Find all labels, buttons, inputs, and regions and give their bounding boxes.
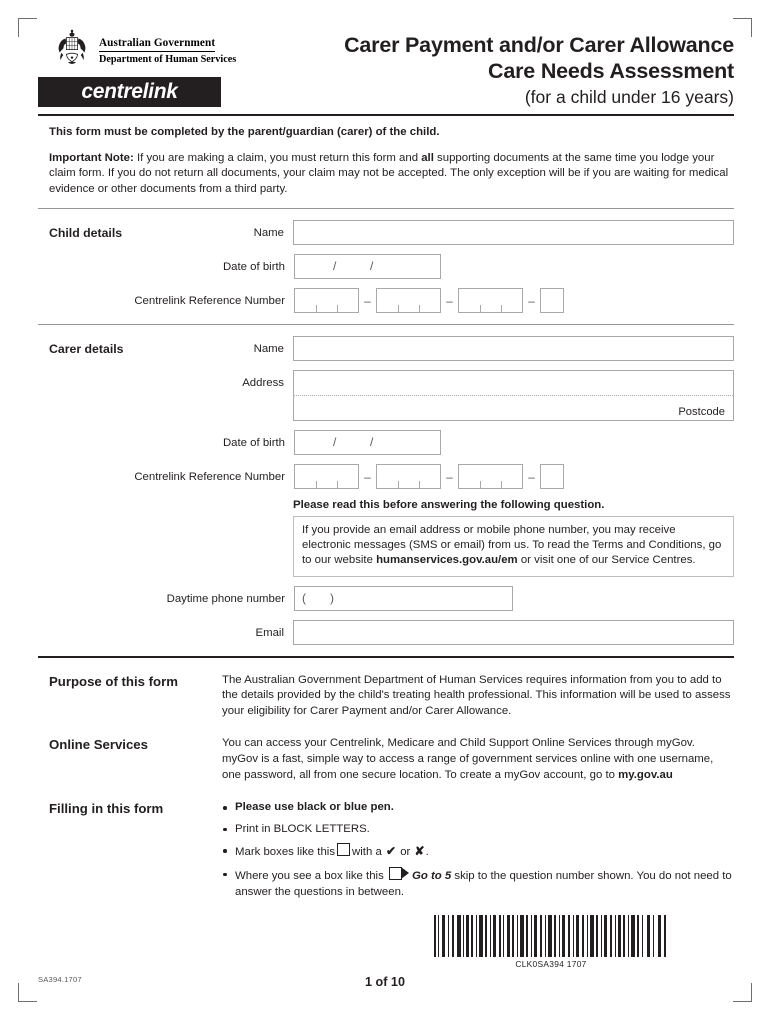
- goto-reference-label: Go to 5: [411, 869, 452, 882]
- form-code: SA394.1707: [38, 975, 82, 984]
- important-note-label: Important Note:: [49, 151, 134, 164]
- carer-dob-label: Date of birth: [222, 437, 285, 449]
- crn-segment-2[interactable]: [376, 288, 441, 313]
- form-title: [264, 32, 734, 109]
- note-text-2: supporting documents at the same time you lodge your claim form. If you do not return all documents, your claim may not be accepted. The only exception will be if you are waiting for medical evidence or other documents from a third party.: [49, 151, 729, 195]
- crn-segment-1[interactable]: [294, 288, 359, 313]
- notice-text: [302, 523, 725, 569]
- carer-crn-label: Centrelink Reference Number: [134, 471, 285, 483]
- barcode-icon: [432, 915, 670, 957]
- carer-dob-input[interactable]: [294, 430, 441, 455]
- note-text-1: If you are making a claim, you must return this form and: [133, 151, 422, 164]
- carer-phone-input[interactable]: [294, 586, 513, 611]
- crop-mark-top-left: [18, 18, 37, 37]
- online-services-text: You can access your Centrelink, Medicare and Child Support Online Services through myGov. myGov is a fast, simple way to access a range of government services online with one username, one password, all from one secure location. To create a myGov account, go to: [222, 737, 714, 781]
- phone-paren-close: ): [330, 590, 334, 605]
- mygov-link: my.gov.au: [618, 768, 673, 781]
- carer-name-label: Name: [253, 343, 284, 355]
- intro-important-note: [49, 151, 734, 198]
- carer-crn-input-group[interactable]: [294, 464, 734, 489]
- checkbox-example-icon: [337, 843, 350, 856]
- child-details-heading: Child details: [49, 226, 123, 240]
- child-name-input[interactable]: [293, 220, 734, 245]
- carer-address-input[interactable]: [293, 370, 734, 421]
- carer-phone-label: Daytime phone number: [166, 592, 285, 605]
- form-title-line-2: Care Needs Assessment: [488, 59, 734, 83]
- form-page: [38, 28, 734, 900]
- gov-line-1: Australian Government: [99, 37, 215, 52]
- instruction-block-letters: Print in BLOCK LETTERS.: [222, 822, 734, 838]
- filling-in-heading: Filling in this form: [49, 801, 164, 817]
- purpose-block: [38, 673, 734, 720]
- filling-in-block: [38, 800, 734, 900]
- form-title-line-1: Carer Payment and/or Carer Allowance: [344, 33, 734, 57]
- goto-text-1: Where you see a box like this: [235, 869, 384, 882]
- postcode-label: Postcode: [678, 406, 725, 418]
- crn-dash-1: –: [364, 469, 371, 484]
- crn-segment-1[interactable]: [294, 464, 359, 489]
- centrelink-logo: [38, 77, 221, 107]
- mark-boxes-text-2: with a: [352, 846, 382, 859]
- carer-email-label: Email: [255, 626, 284, 639]
- child-crn-input-group[interactable]: [294, 288, 734, 313]
- date-slash-2: /: [370, 259, 374, 273]
- purpose-body: The Australian Government Department of Human Services requires information from you to add to the details provided by the child's treating health professional. This information will be used to assess your eligibility for Carer Payment and/or Carer Allowance.: [222, 673, 731, 717]
- page-number: 1 of 10: [365, 975, 405, 989]
- gov-line-2: Department of Human Services: [99, 54, 237, 65]
- cross-mark-icon: ✘: [414, 844, 425, 859]
- instruction-pen: [222, 800, 734, 816]
- phone-paren-open: (: [302, 590, 306, 605]
- form-title-subtitle: (for a child under 16 years): [524, 87, 734, 107]
- carer-name-input[interactable]: [293, 336, 734, 361]
- carer-details-heading: Carer details: [49, 342, 124, 356]
- child-crn-label: Centrelink Reference Number: [134, 295, 285, 307]
- child-name-label: Name: [253, 227, 284, 239]
- notice-text-2: or visit one of our Service Centres.: [517, 554, 696, 567]
- crn-dash-3: –: [528, 293, 535, 308]
- centrelink-logo-text: centrelink: [81, 80, 178, 103]
- filling-in-instructions: [222, 800, 734, 900]
- address-line-1[interactable]: [294, 371, 733, 396]
- crn-dash-2: –: [446, 469, 453, 484]
- notice-website-link: humanservices.gov.au/em: [376, 554, 518, 567]
- electronic-messaging-notice-box: [293, 516, 734, 577]
- page-header: [38, 28, 734, 114]
- goto-text-2: skip to the question number shown. You do not need to answer the questions in between.: [235, 869, 732, 898]
- date-slash-2: /: [370, 435, 374, 449]
- notice-text-1: If you provide an email address or mobile phone number, you may receive electronic messages (SMS or email) from us. To read the Terms and Conditions, go to our website: [302, 524, 722, 567]
- carer-details-section: [38, 325, 734, 656]
- crn-segment-3[interactable]: [458, 288, 523, 313]
- instruction-mark-boxes: [222, 843, 734, 861]
- barcode-area: [432, 915, 670, 969]
- online-services-heading: Online Services: [49, 737, 148, 753]
- online-services-body: [222, 736, 734, 783]
- crn-segment-4[interactable]: [540, 464, 564, 489]
- address-line-2[interactable]: [294, 396, 733, 420]
- electronic-messaging-notice-heading: Please read this before answering the following question.: [293, 499, 605, 511]
- instruction-goto: [222, 867, 734, 900]
- info-section-divider: [38, 656, 734, 658]
- crn-dash-3: –: [528, 469, 535, 484]
- crn-segment-3[interactable]: [458, 464, 523, 489]
- mark-boxes-text-1: Mark boxes like this: [235, 846, 336, 859]
- crn-segment-2[interactable]: [376, 464, 441, 489]
- date-slash-1: /: [333, 435, 337, 449]
- australian-coat-of-arms-icon: [52, 28, 92, 70]
- crn-dash-2: –: [446, 293, 453, 308]
- child-dob-label: Date of birth: [222, 261, 285, 273]
- barcode-label: CLK0SA394 1707: [515, 959, 587, 969]
- note-all-emphasis: all: [421, 151, 434, 164]
- crn-segment-4[interactable]: [540, 288, 564, 313]
- mark-boxes-or: or: [400, 846, 411, 859]
- carer-email-input[interactable]: [293, 620, 734, 645]
- child-details-section: [38, 209, 734, 324]
- purpose-heading: Purpose of this form: [49, 673, 178, 689]
- instruction-pen-text: Please use black or blue pen.: [235, 801, 394, 814]
- mark-boxes-period: .: [425, 846, 429, 859]
- goto-arrow-box-icon: [389, 867, 402, 880]
- crop-mark-top-right: [733, 18, 752, 37]
- checkmark-icon: ✔: [385, 844, 397, 859]
- date-slash-1: /: [333, 259, 337, 273]
- intro-lead: This form must be completed by the parent/guardian (carer) of the child.: [49, 126, 440, 138]
- child-dob-input[interactable]: [294, 254, 441, 279]
- crn-dash-1: –: [364, 293, 371, 308]
- intro-section: [38, 116, 734, 208]
- carer-address-label: Address: [242, 377, 284, 389]
- online-services-block: [38, 736, 734, 783]
- agency-branding: [38, 28, 268, 107]
